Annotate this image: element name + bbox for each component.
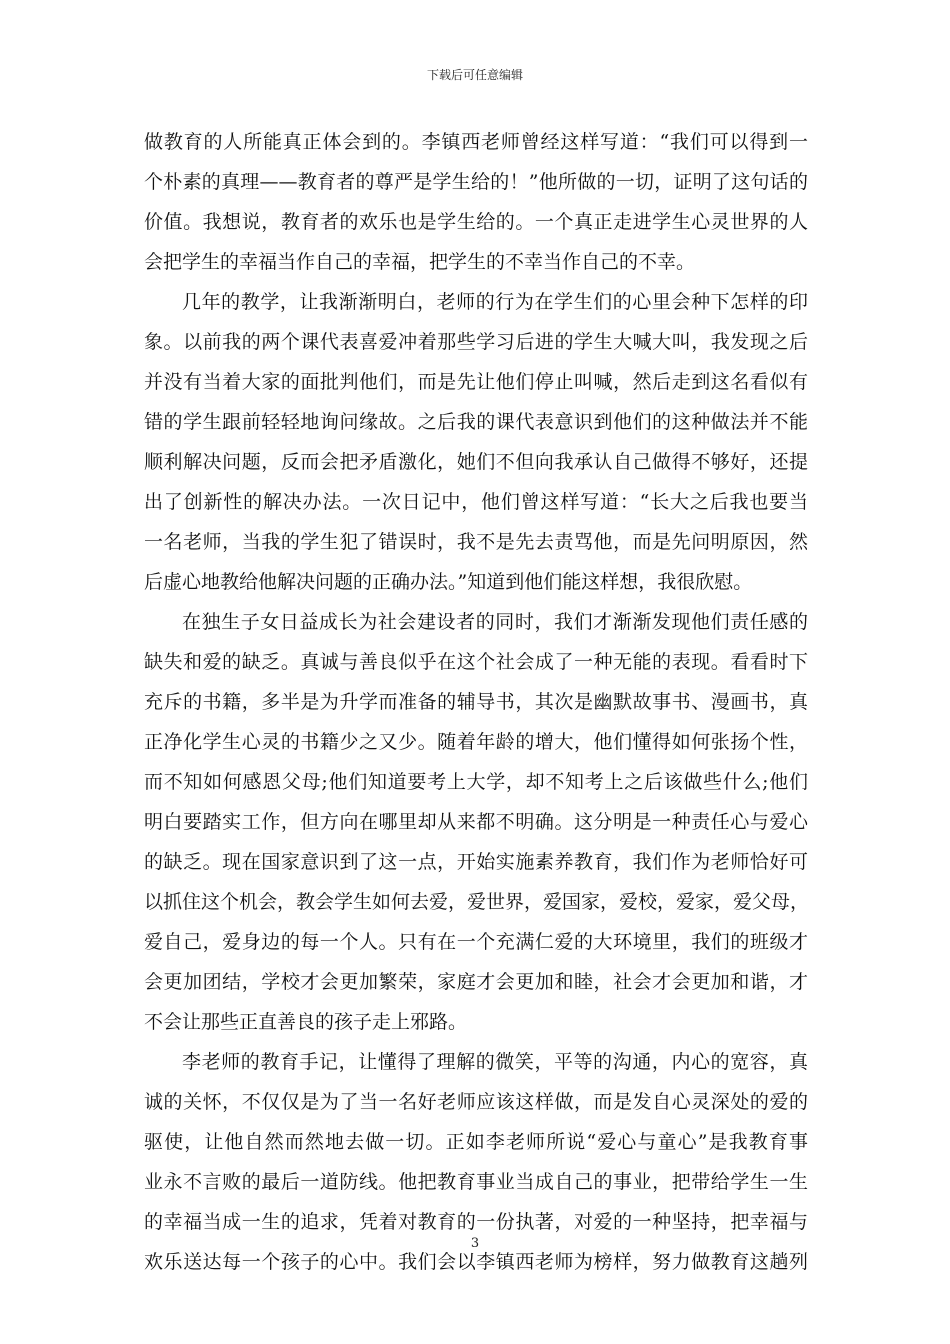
- text-line: 欢乐送达每一个孩子的心中。我们会以李镇西老师为榜样，努力做教育这趟列: [144, 1251, 808, 1273]
- text-line: 出了创新性的解决办法。一次日记中，他们曾这样写道：“长大之后我也要当: [144, 491, 808, 513]
- text-line: 个朴素的真理——教育者的尊严是学生给的！”他所做的一切，证明了这句话的: [144, 171, 808, 193]
- text-line: 充斥的书籍，多半是为升学而准备的辅导书，其次是幽默故事书、漫画书，真: [144, 691, 808, 713]
- text-line: 的缺乏。现在国家意识到了这一点，开始实施素养教育，我们作为老师恰好可: [144, 851, 808, 873]
- text-line: 并没有当着大家的面批判他们，而是先让他们停止叫喊，然后走到这名看似有: [144, 371, 808, 393]
- text-line: 会更加团结，学校才会更加繁荣，家庭才会更加和睦，社会才会更加和谐，才: [144, 971, 808, 993]
- header-divider: [144, 88, 806, 89]
- text-line: 爱自己，爱身边的每一个人。只有在一个充满仁爱的大环境里，我们的班级才: [144, 931, 808, 953]
- text-line: 以抓住这个机会，教会学生如何去爱，爱世界，爱国家，爱校，爱家，爱父母，: [144, 891, 810, 913]
- text-line: 价值。我想说，教育者的欢乐也是学生给的。一个真正走进学生心灵世界的人: [144, 211, 808, 233]
- text-line: 不会让那些正直善良的孩子走上邪路。: [144, 1011, 468, 1033]
- text-line: 会把学生的幸福当作自己的幸福，把学生的不幸当作自己的不幸。: [144, 251, 696, 273]
- text-line: 在独生子女日益成长为社会建设者的同时，我们才渐渐发现他们责任感的: [182, 611, 808, 633]
- text-line: 做教育的人所能真正体会到的。李镇西老师曾经这样写道：“我们可以得到一: [144, 131, 808, 153]
- page-number: 3: [470, 1236, 480, 1251]
- text-line: 象。以前我的两个课代表喜爱冲着那些学习后进的学生大喊大叫，我发现之后: [144, 331, 808, 353]
- text-line: 错的学生跟前轻轻地询问缘故。之后我的课代表意识到他们的这种做法并不能: [144, 411, 808, 433]
- text-line: 正净化学生心灵的书籍少之又少。随着年龄的增大，他们懂得如何张扬个性，: [144, 731, 808, 753]
- text-line: 顺利解决问题，反而会把矛盾激化，她们不但向我承认自己做得不够好，还提: [144, 451, 808, 473]
- text-line: 缺失和爱的缺乏。真诚与善良似乎在这个社会成了一种无能的表现。看看时下: [144, 651, 808, 673]
- text-line: 驱使，让他自然而然地去做一切。正如李老师所说“爱心与童心”是我教育事: [144, 1131, 808, 1153]
- page-header: 下载后可任意编辑: [426, 68, 523, 82]
- text-line: 明白要踏实工作，但方向在哪里却从来都不明确。这分明是一种责任心与爱心: [144, 811, 808, 833]
- text-line: 几年的教学，让我渐渐明白，老师的行为在学生们的心里会种下怎样的印: [182, 291, 808, 313]
- text-line: 的幸福当成一生的追求，凭着对教育的一份执著，对爱的一种坚持，把幸福与: [144, 1211, 808, 1233]
- text-line: 后虚心地教给他解决问题的正确办法。”知道到他们能这样想，我很欣慰。: [144, 571, 753, 593]
- text-line: 业永不言败的最后一道防线。他把教育事业当成自己的事业，把带给学生一生: [144, 1171, 808, 1193]
- text-line: 李老师的教育手记，让懂得了理解的微笑，平等的沟通，内心的宽容，真: [182, 1051, 808, 1073]
- document-body: [144, 122, 808, 1282]
- text-line: 而不知如何感恩父母;他们知道要考上大学，却不知考上之后该做些什么;他们: [144, 771, 808, 793]
- text-line: 诚的关怀，不仅仅是为了当一名好老师应该这样做，而是发自心灵深处的爱的: [144, 1091, 808, 1113]
- text-line: 一名老师，当我的学生犯了错误时，我不是先去责骂他，而是先问明原因，然: [144, 531, 808, 553]
